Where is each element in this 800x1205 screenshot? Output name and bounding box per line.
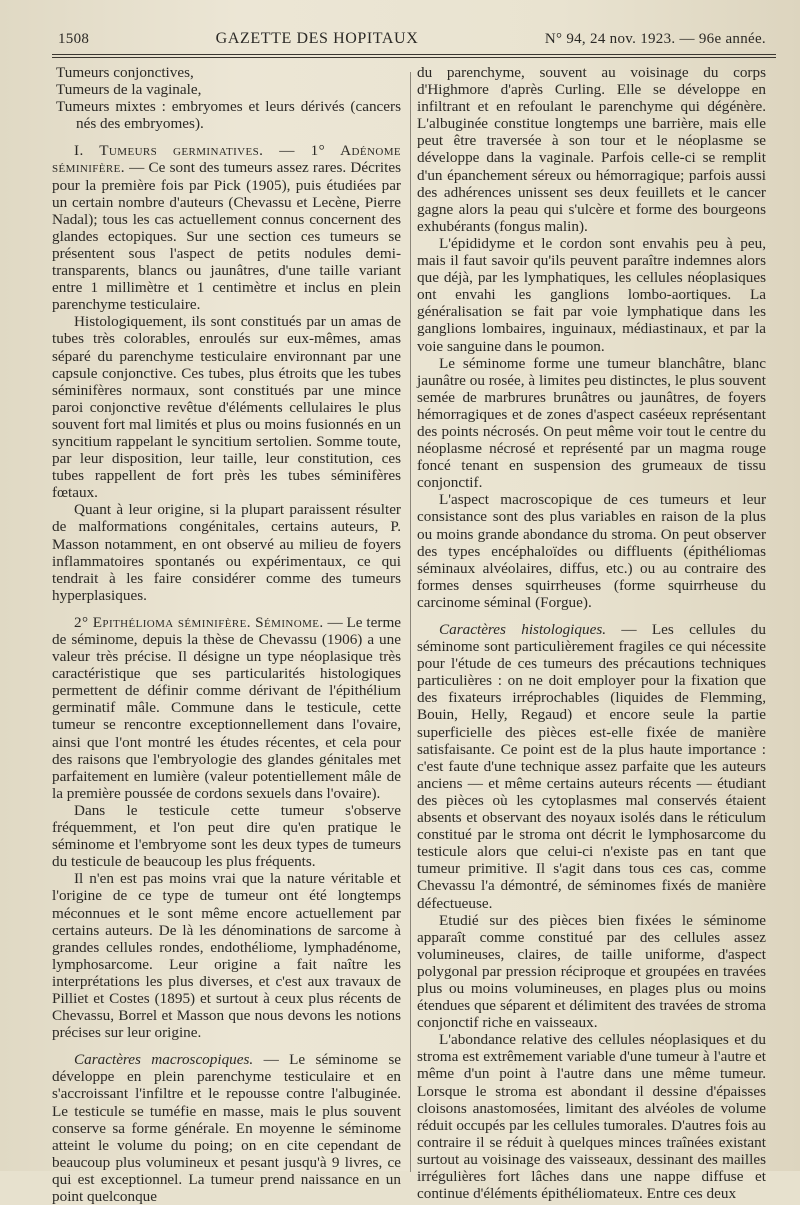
subsection-heading: Caractères macroscopiques. <box>74 1051 254 1069</box>
left-column <box>52 64 401 1205</box>
paragraph-text: Il n'en est pas moins vrai que la nature véritable et l'origine de ce type de tumeur ont été longtemps méconnues et le sont même encore actuellement par certains auteurs. De là les dénominations de sarcome à grandes cellules rondes, endothéliome, lymphadénome, lymphosarcome. Leur origine a fait naître les interprétations les plus diverses, et c'est aux travaux de Pilliet et Costes (1895) et surtout à ceux plus récents de Chevassu, Borrel et Masson que nous devons les notions précises sur leur origine. <box>52 870 401 1042</box>
paragraph-text: — Ce sont des tumeurs assez rares. Décrites pour la première fois par Pick (1905), puis étudiées par un certain nombre d'auteurs (Chevassu et Lecène, Pierre Nadal); tous les cas actuellement connus concernent des glandes ectopiques. Sur une section ces tumeurs se présentent sous l'aspect de petits nodules demi-transparents, blancs ou jaunâtres, d'une taille variant entre 1 millimètre et 1 centimètre et inclus en plein parenchyme testiculaire. <box>52 159 401 314</box>
paragraph-text: Etudié sur des pièces bien fixées le séminome apparaît comme constitué par des cellules assez volumineuses, claires, de taille uniforme, d'aspect polygonal par pression réciproque et groupées en travées plus ou moins volumineuses, en plages plus ou moins étendues que séparent et délimitent des travées de stroma conjonctif riche en vaisseaux. <box>417 911 766 1032</box>
section-heading: I. Tumeurs germinatives. — 1° Adénome séminifère. <box>52 142 401 177</box>
paragraph <box>417 912 766 1032</box>
list-item <box>52 98 401 132</box>
paragraph <box>52 501 401 604</box>
paragraph <box>417 1031 766 1202</box>
paragraph-text: — Le séminome se développe en plein parenchyme testiculaire et en s'accroissant l'infiltre et le repousse contre l'albuginée. Le testicule se tuméfie en masse, mais le plus souvent conserve sa forme générale. En moyenne le séminome atteint le volume du poing; on en cite cependant de beaucoup plus volumineux et pesant jusqu'à 9 livres, ce qui est exceptionnel. La tumeur prend naissance en un point quelconque <box>52 1051 401 1205</box>
text-columns <box>52 64 770 1205</box>
list-item <box>52 64 401 81</box>
paragraph <box>52 870 401 1041</box>
paragraph <box>52 802 401 870</box>
right-column <box>417 64 766 1205</box>
page-header <box>52 30 770 54</box>
paragraph-text: Histologiquement, ils sont constitués par un amas de tubes très colorables, enroulés sur eux-mêmes, amas séparé du parenchyme testiculaire environnant par une capsule conjonctive. Ces tubes, plus étroits que les tubes séminifères normaux, sont constitués par une mince paroi conjonctive revêtue d'éléments cellulaires le plus souvent fort mal limités et plus ou moins fusionnés en un syncitium rappelant le syncitium sertolien. Somme toute, par leur disposition, leur taille, leur constitution, ces tubes rappellent de fort près les tubes séminifères fœtaux. <box>52 313 401 502</box>
paragraph <box>417 235 766 355</box>
paragraph-gap <box>417 611 766 621</box>
paragraph-text: L'aspect macroscopique de ces tumeurs et leur consistance sont des plus variables en raison de la plus ou moins grande abondance du stroma. On peut observer des types encéphaloïdes ou diffluents (épithéliomas séminaux alvéolaires, diffus, etc.) ou au contraire des formes denses squirrheuses (forme squirrheuse du carcinome séminal (Forgue). <box>417 491 766 611</box>
paragraph <box>417 621 766 912</box>
paragraph <box>417 355 766 492</box>
list-item <box>52 81 401 98</box>
paragraph-text: — Les cellules du séminome sont particulièrement fragiles ce qui nécessite pour l'étude de ces tumeurs des précautions techniques particulières : on ne doit employer pour la fixation que des fixateurs irréprochables (liquides de Flemming, Bouin, Helly, Regaud) et encore seule la partie superficielle des pièces est-elle fixée de manière satisfaisante. Ce point est de la plus haute importance : c'est faute d'une technique assez parfaite que les auteurs anciens — et même certains auteurs récents — étudiant des pièces où les cytoplasmes mal conservés étaient absents et observant des noyaux isolés dans le réticulum constitué par le stroma ont décrit le lymphosarcome du testicule alors que celui-ci n'existe pas en tant que tumeur primitive. Il s'agit dans tous ces cas, comme Chevassu l'a démontré, de séminomes fixés de manière défectueuse. <box>417 621 766 912</box>
issue-info: N° 94, 24 nov. 1923. — 96e année. <box>544 31 766 47</box>
paragraph-text: L'abondance relative des cellules néoplasiques et du stroma est extrêmement variable d'une tumeur à l'autre et même d'un point à l'autre dans une même tumeur. Lorsque le stroma est abondant il dessine d'épaisses cloisons anastomosées, limitant des alvéoles de volume réduit occupés par les cellules tumorales. D'autres fois au contraire il se réduit à quelques minces traînées existant surtout au voisinage des vaisseaux, dessinant des mailles irrégulières fort lâches dans une nappe diffuse et continue d'éléments épithéliomateux. Entre ces deux <box>417 1031 766 1203</box>
subsection-heading: Caractères histologiques. <box>439 621 607 638</box>
paragraph <box>417 491 766 611</box>
paragraph-gap <box>52 132 401 142</box>
paragraph <box>52 614 401 802</box>
paragraph-text: Quant à leur origine, si la plupart paraissent résulter de malformations congénitales, certains auteurs, P. Masson notamment, en ont observé au milieu de foyers inflammatoires spontanés ou expérimentaux, ce qui tendrait à les faire considérer comme des tumeurs hyperplasiques. <box>52 501 401 604</box>
header-rule <box>52 54 776 55</box>
column-divider <box>410 72 411 1172</box>
paragraph-text: Tumeurs mixtes : embryomes et leurs dérivés (cancers nés des embryomes). <box>56 98 401 133</box>
paragraph-gap <box>52 1041 401 1051</box>
header-rule-secondary <box>52 57 776 58</box>
journal-title: GAZETTE DES HOPITAUX <box>215 30 419 47</box>
section-heading: 2° Epithélioma séminifère. Séminome. <box>74 613 324 631</box>
paragraph <box>52 313 401 501</box>
paragraph-text: Dans le testicule cette tumeur s'observe fréquemment, et l'on peut dire qu'en pratique le séminome et l'embryome sont les deux types de tumeurs du testicule de beaucoup les plus fréquents. <box>52 801 401 871</box>
paragraph <box>52 142 401 313</box>
paragraph-text: — Le terme de séminome, depuis la thèse de Chevassu (1906) a une valeur très précise. Il désigne un type néoplasique très caractéristique que ses particularités histologiques permettent de définir comme dérivant de l'épithélium germinatif mâle. Commune dans le testicule, cette tumeur se rencontre exceptionnellement dans l'ovaire, ainsi que l'ont montré les études récentes, et cela pour des raisons que l'embryologie des glandes génitales met parfaitement en lumière (valeur potentiellement mâle de la première poussée de cordons sexuels dans l'ovaire). <box>52 613 401 802</box>
paragraph-text: Tumeurs conjonctives, <box>56 64 194 81</box>
paragraph-text: du parenchyme, souvent au voisinage du corps d'Highmore d'après Curling. Elle se développe en infiltrant et en refoulant le parenchyme qui dégénère. L'albuginée constitue longtemps une barrière, mais elle peut être traversée à son tour et le néoplasme se développe dans la vaginale. Parfois celle-ci se remplit d'un épanchement séreux ou hémorragique; parfois aussi des adhérences unissent ses deux feuillets et le cancer gagne alors la peau qui s'ulcère et forme des bourgeons exhubérants (fongus malin). <box>417 64 766 235</box>
paragraph <box>417 64 766 235</box>
paragraph <box>52 1051 401 1205</box>
paragraph-text: Le séminome forme une tumeur blanchâtre, blanc jaunâtre ou rosée, à limites peu distinctes, le plus souvent semée de marbrures brunâtres ou jaunâtres, de foyers hémorragiques et de zones d'aspect caséeux représentant des points nécrosés. On peut même voir tout le centre du néoplasme nécrosé et représenté par un magma rouge foncé tenant en suspension des grumeaux de tissu conjonctif. <box>417 354 766 492</box>
paragraph-gap <box>52 604 401 614</box>
page-number: 1508 <box>58 31 90 47</box>
paragraph-text: Tumeurs de la vaginale, <box>56 81 202 99</box>
paragraph-text: L'épididyme et le cordon sont envahis peu à peu, mais il faut savoir qu'ils peuvent paraître indemnes alors que déjà, par les lymphatiques, les cellules néoplasiques ont envahi les ganglions lombo-aortiques. La généralisation se fait par voie lymphatique dans les ganglions lombaires, inguinaux, médiastinaux, et par la voie sanguine dans le poumon. <box>417 234 766 355</box>
